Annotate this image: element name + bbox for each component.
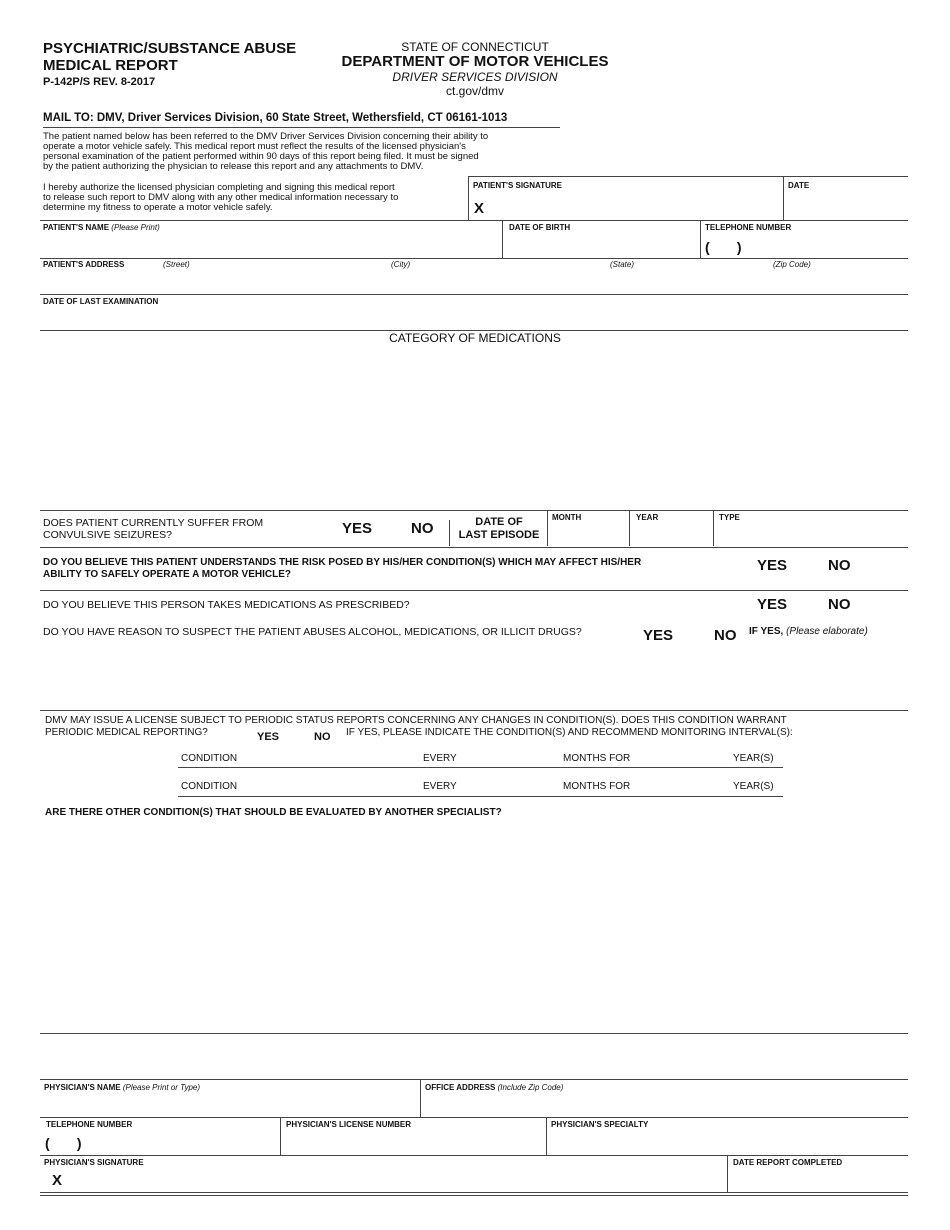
years-label: YEAR(S) [733,753,774,764]
divider [546,1117,547,1155]
office-address-label: OFFICE ADDRESS (Include Zip Code) [425,1083,564,1092]
patient-date-label: DATE [788,181,810,190]
risk-no-option[interactable]: NO [828,557,851,574]
medications-field[interactable] [42,350,908,505]
intro-line: The patient named below has been referred to the DMV Driver Services Division concerning their ability to [43,131,489,142]
city-hint: (City) [391,260,411,269]
periodic-yes-option[interactable]: YES [257,731,280,743]
patient-phone-field[interactable] [702,234,908,256]
form-title-line2: MEDICAL REPORT [43,57,178,74]
divider [40,220,908,221]
street-hint: (Street) [163,260,190,269]
date-completed-label: DATE REPORT COMPLETED [733,1158,843,1167]
license-number-field[interactable] [282,1131,544,1153]
date-completed-field[interactable] [729,1169,908,1191]
other-conditions-question: ARE THERE OTHER CONDITION(S) THAT SHOULD BE EVALUATED BY ANOTHER SPECIALIST? [45,807,502,818]
patient-address-label: PATIENT'S ADDRESS [43,260,125,269]
specialty-field[interactable] [548,1131,908,1153]
last-episode-label: DATE OF LAST EPISODE [458,516,540,541]
patient-phone-label: TELEPHONE NUMBER [705,223,792,232]
type-label: TYPE [719,513,740,522]
physician-phone-label: TELEPHONE NUMBER [46,1120,133,1129]
last-exam-field[interactable] [42,308,908,328]
divider [43,127,560,128]
meds-prescribed-question: DO YOU BELIEVE THIS PERSON TAKES MEDICATIONS AS PRESCRIBED? [43,599,410,611]
risk-question: DO YOU BELIEVE THIS PATIENT UNDERSTANDS THE RISK POSED BY HIS/HER CONDITION(S) WHICH MAY AFFECT HIS/HER ABILITY TO SAFELY OPERATE A MOTOR VEHICLE? [43,557,642,580]
divider [40,710,908,711]
meds-yes-option[interactable]: YES [757,596,788,613]
license-number-label: PHYSICIAN'S LICENSE NUMBER [286,1120,412,1129]
intro-line: operate a motor vehicle safely. This medical report must reflect the results of the licensed physician's [43,141,466,152]
divider [40,1155,908,1156]
periodic-question-line2: PERIODIC MEDICAL REPORTING? [45,727,208,738]
seizure-type-field[interactable] [714,524,908,545]
department-name: DEPARTMENT OF MOTOR VEHICLES [341,53,609,70]
mail-to: MAIL TO: DMV, Driver Services Division, 60 State Street, Wethersfield, CT 06161-1013 [43,112,508,124]
condition-label: CONDITION [181,753,238,764]
episode-year-field[interactable] [630,524,712,545]
condition-label: CONDITION [181,781,238,792]
meds-no-option[interactable]: NO [828,596,851,613]
divider [468,176,908,177]
patient-name-label: PATIENT'S NAME (Please Print) [43,223,160,232]
divider [280,1117,281,1155]
every-label: EVERY [423,781,457,792]
seizure-no-option[interactable]: NO [411,520,434,537]
signature-x: X [474,200,485,217]
office-address-field[interactable] [422,1094,908,1115]
medications-heading: CATEGORY OF MEDICATIONS [389,331,561,345]
abuse-yes-option[interactable]: YES [643,627,674,644]
divider [502,220,503,258]
abuse-question: DO YOU HAVE REASON TO SUSPECT THE PATIENT ABUSES ALCOHOL, MEDICATIONS, OR ILLICIT DRUGS? [43,626,582,638]
periodic-question: DMV MAY ISSUE A LICENSE SUBJECT TO PERIODIC STATUS REPORTS CONCERNING ANY CHANGES IN CONDITION(S). DOES THIS CONDITION WARRANT [45,715,787,726]
condition-row-line[interactable] [178,796,783,797]
website: ct.gov/dmv [445,84,505,98]
divider [40,547,908,548]
authorization-text [43,183,398,213]
divider [40,1079,908,1080]
patient-address-field[interactable] [42,271,908,293]
divider [727,1155,728,1192]
form-title [43,40,296,74]
dob-field[interactable] [504,234,698,256]
physician-signature-label: PHYSICIAN'S SIGNATURE [44,1158,144,1167]
signature-x: X [52,1172,63,1189]
seizure-yes-option[interactable]: YES [342,520,373,537]
month-label: MONTH [552,513,582,522]
intro-line: personal examination of the patient performed within 90 days of this report being filed. It must be signed [43,151,479,162]
patient-signature-field[interactable] [470,192,782,219]
episode-month-field[interactable] [548,524,628,545]
division-name: DRIVER SERVICES DIVISION [392,70,558,84]
other-conditions-field[interactable] [42,822,908,1030]
patient-signature-label: PATIENT'S SIGNATURE [473,181,563,190]
years-label: YEAR(S) [733,781,774,792]
condition-row-line[interactable] [178,767,783,768]
zip-hint: (Zip Code) [773,260,811,269]
divider [420,1079,421,1117]
patient-name-field[interactable] [42,234,500,256]
divider [40,1117,908,1118]
periodic-no-option[interactable]: NO [314,731,331,743]
months-for-label: MONTHS FOR [563,753,631,764]
abuse-elaboration-field[interactable] [42,645,908,707]
physician-name-field[interactable] [42,1094,418,1115]
state-name: STATE OF CONNECTICUT [401,40,549,54]
form-title-line1: PSYCHIATRIC/SUBSTANCE ABUSE [43,40,297,57]
divider [40,294,908,295]
divider [449,520,450,546]
authorization-line: to release such report to DMV along with any other medical information necessary to [43,192,399,203]
months-for-label: MONTHS FOR [563,781,631,792]
intro-line: by the patient authorizing the physician to release this report and any attachments to DMV. [43,161,424,172]
risk-yes-option[interactable]: YES [757,557,788,574]
divider [40,590,908,591]
patient-date-field[interactable] [785,192,908,219]
year-label: YEAR [636,513,659,522]
divider [700,220,701,258]
physician-name-label: PHYSICIAN'S NAME (Please Print or Type) [44,1083,201,1092]
seizure-question: DOES PATIENT CURRENTLY SUFFER FROM CONVULSIVE SEIZURES? [43,517,264,541]
divider [468,176,469,220]
divider [40,1195,908,1196]
authorization-line: I hereby authorize the licensed physician completing and signing this medical report [43,182,395,193]
divider [40,258,908,259]
divider [783,176,784,220]
abuse-elaborate-label: IF YES, (Please elaborate) [749,626,868,637]
divider [40,1033,908,1034]
last-exam-label: DATE OF LAST EXAMINATION [43,297,159,306]
divider [40,510,908,511]
every-label: EVERY [423,753,457,764]
intro-text [43,132,488,172]
physician-phone-field[interactable] [42,1131,278,1153]
periodic-if-yes: IF YES, PLEASE INDICATE THE CONDITION(S) AND RECOMMEND MONITORING INTERVAL(S): [346,727,793,738]
agency-block [320,40,630,99]
abuse-no-option[interactable]: NO [714,627,737,644]
physician-signature-field[interactable] [42,1169,725,1191]
form-number: P-142P/S REV. 8-2017 [43,76,156,88]
divider [40,1192,908,1193]
phone-area-code: ( ) [45,1135,82,1151]
authorization-line: determine my fitness to operate a motor vehicle safely. [43,202,273,213]
dob-label: DATE OF BIRTH [509,223,571,232]
specialty-label: PHYSICIAN'S SPECIALTY [551,1120,649,1129]
state-hint: (State) [610,260,635,269]
phone-area-code: ( ) [705,239,742,255]
